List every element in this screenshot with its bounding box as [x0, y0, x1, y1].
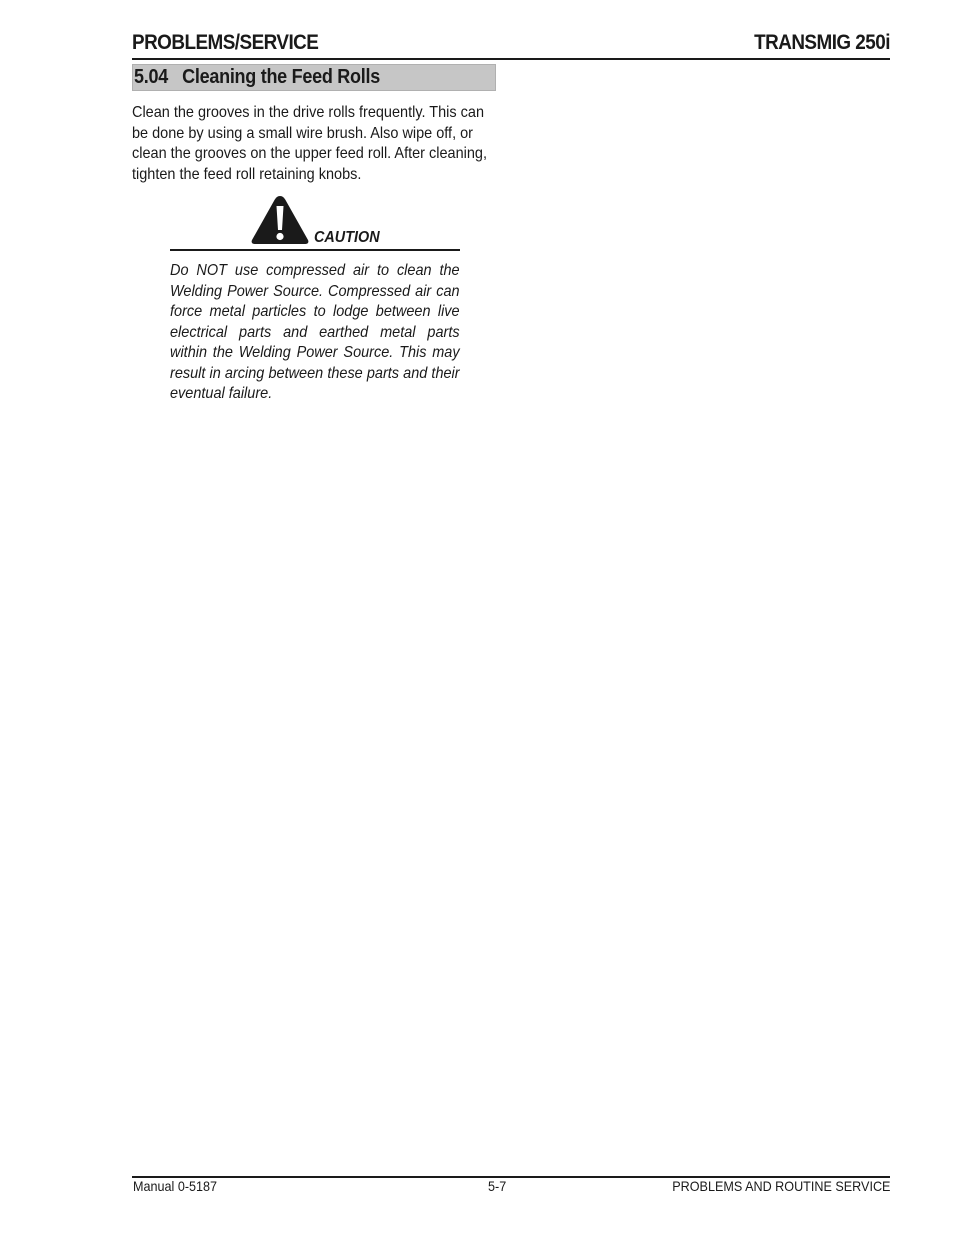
header-product-name: TRANSMIG 250i: [754, 31, 890, 54]
caution-paragraph: Do NOT use compressed air to clean the Welding Power Source. Compressed air can force metal particles to lodge between live electrical parts and earthed metal parts within the Welding Power Source. This may result in arcing between these parts and their eventual failure.: [170, 262, 460, 402]
section-body: [132, 103, 496, 185]
caution-message: [170, 261, 460, 405]
caution-label: CAUTION: [314, 229, 380, 246]
warning-triangle-icon: [250, 194, 310, 246]
section-heading: 5.04 Cleaning the Feed Rolls: [134, 66, 380, 88]
caution-divider: [170, 249, 460, 251]
footer-page-number: 5-7: [488, 1178, 507, 1194]
page-header: [132, 31, 890, 60]
section-paragraph: Clean the grooves in the drive rolls frequently. This can be done by using a small wire brush. Also wipe off, or clean the grooves on the upper feed roll. After cleaning, tighten the feed roll retaining knobs.: [132, 104, 488, 183]
header-section-title: PROBLEMS/SERVICE: [132, 31, 319, 54]
footer-manual-number: Manual 0-5187: [133, 1178, 218, 1194]
footer-chapter-title: PROBLEMS AND ROUTINE SERVICE: [671, 1178, 890, 1194]
section-heading-bar: [132, 64, 496, 91]
